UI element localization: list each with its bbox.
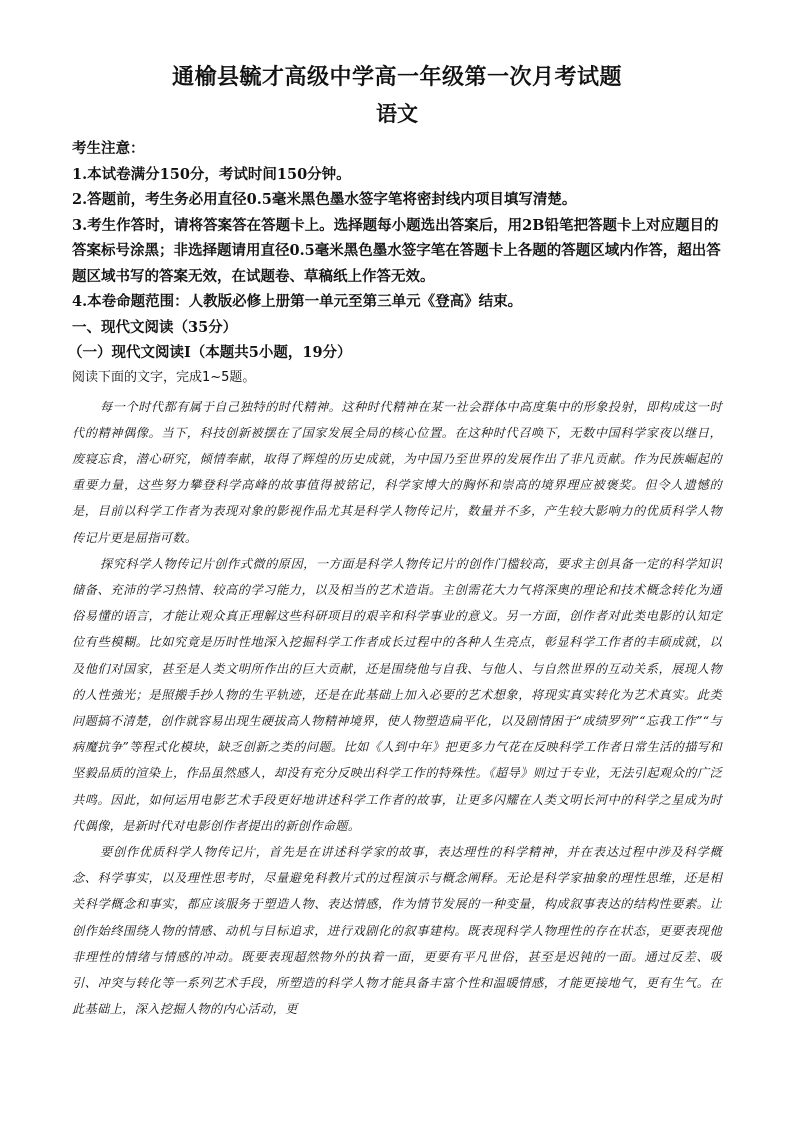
section-heading: 一、现代文阅读（35分） [72,318,238,336]
reading-paragraph: 探究科学人物传记片创作式微的原因，一方面是科学人物传记片的创作门槛较高，要求主创具备一定的科学知识储备、充沛的学习热情、较高的学习能力，以及相当的艺术造诣。主创需花大力气将深奥的理论和技术概念转化为通俗易懂的语言，才能让观众真正理解这些科研项目的艰辛和科学事业的意义。另一方面，创作者对此类电影的认知定位有些模糊。比如究竟是历时性地深入挖掘科学工作者成长过程中的各种人生亮点，彰显科学工作者的丰硕成就，以及他们对国家，甚至是人类文明所作出的巨大贡献，还是围绕他与自我、与他人、与自然世界的互动关系，展现人物的人性強光；是照搬手抄人物的生平轨迹，还是在此基础上加入必要的艺术想象，将现实真实转化为艺术真实。此类问题搞不清楚，创作就容易出现生硬拔高人物精神境界，使人物塑造扁平化，以及剧情困于“成绩罗列”“忘我工作”“与病魔抗争”等程式化模块，缺乏创新之类的问题。比如《人到中年》把更多力气花在反映科学工作者日常生活的描写和坚毅品质的渲染上，作品虽然感人，却没有充分反映出科学工作的特殊性。《超导》则过于专业，无法引起观众的广泛共鸣。因此，如何运用电影艺术手段更好地讲述科学工作者的故事，让更多闪耀在人类文明长河中的科学之星成为时代偶像，是新时代对电影创作者提出的新创作命题。 [72,556,722,833]
notes-heading: 考生注意： [72,140,145,157]
exam-title: 通榆县毓才高级中学高一年级第一次月考试题 [171,64,622,90]
subsection-heading: （一）现代文阅读Ⅰ（本题共5小题，19分） [68,344,352,361]
subject-title: 语文 [376,101,418,126]
note-item: 1.本试卷满分150分，考试时间150分钟。 [72,165,351,183]
reading-paragraph: 每一个时代都有属于自己独特的时代精神。这种时代精神在某一社会群体中高度集中的形象投射，即构成这一时代的精神偶像。当下，科技创新被摆在了国家发展全局的核心位置。在这种时代召唤下，无数中国科学家夜以继日，废寝忘食，潜心研究，倾情奉献，取得了辉煌的历史成就，为中国乃至世界的发展作出了非凡贡献。作为民族崛起的重要力量，这些努力攀登科学高峰的故事值得被铭记，科学家博大的胸怀和崇高的境界理应被褒奖。但令人遗憾的是，目前以科学工作者为表现对象的影视作品尤其是科学人物传记片，数量并不多，产生较大影响力的优质科学人物传记片更是屈指可数。 [72,399,722,545]
note-item: 2.答题前，考生务必用直径0.5毫米黑色墨水签字笔将密封线内项目填写清楚。 [72,191,577,208]
reading-instruction: 阅读下面的文字，完成1~5题。 [72,369,256,385]
note-item: 4.本卷命题范围：人教版必修上册第一单元至第三单元《登高》结束。 [72,293,523,310]
exam-notes [72,136,722,315]
note-item: 3.考生作答时，请将答案答在答题卡上。选择题每小题选出答案后，用2B铅笔把答题卡上对应题目的答案标号涂黑；非选择题请用直径0.5毫米黑色墨水签字笔在答题卡上各题的答题区域内作答，超出答题区域书写的答案无效，在试题卷、草稿纸上作答无效。 [72,216,721,285]
reading-paragraph: 要创作优质科学人物传记片，首先是在讲述科学家的故事，表达理性的科学精神，并在表达过程中涉及科学概念、科学事实，以及理性思考时，尽量避免科教片式的过程演示与概念阐释。无论是科学家抽象的理性思维，还是相关科学概念和事实，都应该服务于塑造人物、表达情感，作为情节发展的一种变量，构成叙事表达的结构性要素。让创作始终围绕人物的情感、动机与目标追求，进行戏剧化的叙事建构。既表现科学人物理性的存在状态，更要表现他非理性的情绪与情感的冲动。既要表现超然物外的执着一面，更要有平凡世俗，甚至是迟钝的一面。通过反差、吸引、冲突与转化等一系列艺术手段，所塑造的科学人物才能具备丰富个性和温暖情感，才能更接地气，更有生气。在此基础上，深入挖掘人物的内心活动，更 [72,844,722,1017]
